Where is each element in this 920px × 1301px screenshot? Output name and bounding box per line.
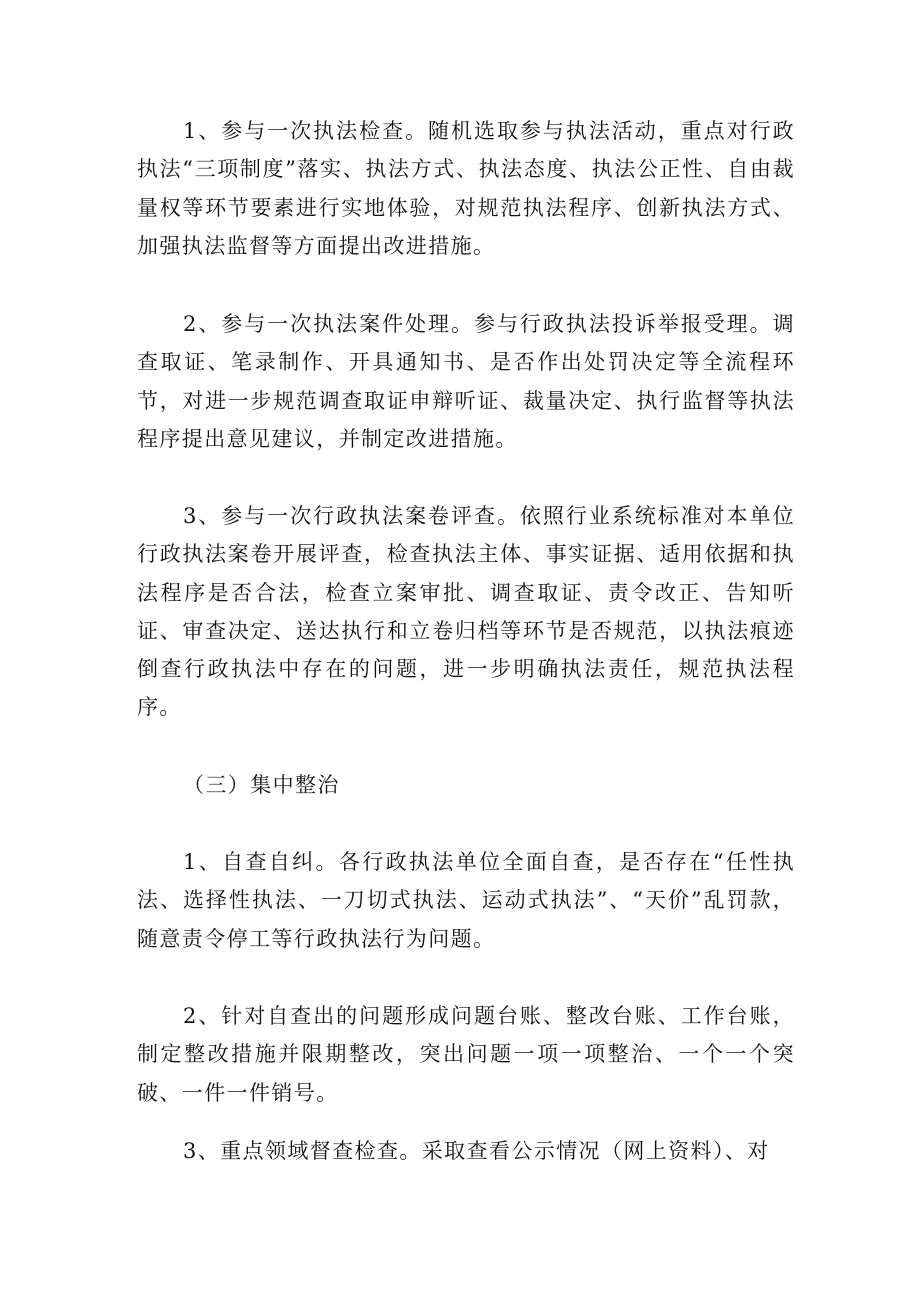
paragraph-rectification: 2、针对自查出的问题形成问题台账、整改台账、工作台账，制定整改措施并限期整改，突出问题一项一项整治、一个一个突破、一件一件销号。 (137, 1004, 795, 1105)
section-heading: （三）集中整治 (183, 773, 340, 797)
paragraph-self-inspection: 1、自查自纠。各行政执法单位全面自查，是否存在“任性执法、选择性执法、一刀切式执法、运动式执法”、“天价”乱罚款，随意责令停工等行政执法行为问题。 (137, 850, 795, 951)
paragraph-case-file-review: 3、参与一次行政执法案卷评查。依照行业系统标准对本单位行政执法案卷开展评查，检查执法主体、事实证据、适用依据和执法程序是否合法，检查立案审批、调查取证、责令改正、告知听证、审查决定、送达执行和立卷归档等环节是否规范，以执法痕迹倒查行政执法中存在的问题，进一步明确执法责任，规范执法程序。 (137, 504, 795, 720)
paragraph-key-area-inspection: 3、重点领域督查检查。采取查看公示情况（网上资料）、对 (183, 1139, 770, 1163)
paragraph-inspection: 1、参与一次执法检查。随机选取参与执法活动，重点对行政执法“三项制度”落实、执法方式、执法态度、执法公正性、自由裁量权等环节要素进行实地体验，对规范执法程序、创新执法方式、加强执法监督等方面提出改进措施。 (137, 119, 795, 258)
paragraph-case-handling: 2、参与一次执法案件处理。参与行政执法投诉举报受理。调查取证、笔录制作、开具通知书、是否作出处罚决定等全流程环节，对进一步规范调查取证申辩听证、裁量决定、执行监督等执法程序提出意见建议，并制定改进措施。 (137, 312, 795, 451)
